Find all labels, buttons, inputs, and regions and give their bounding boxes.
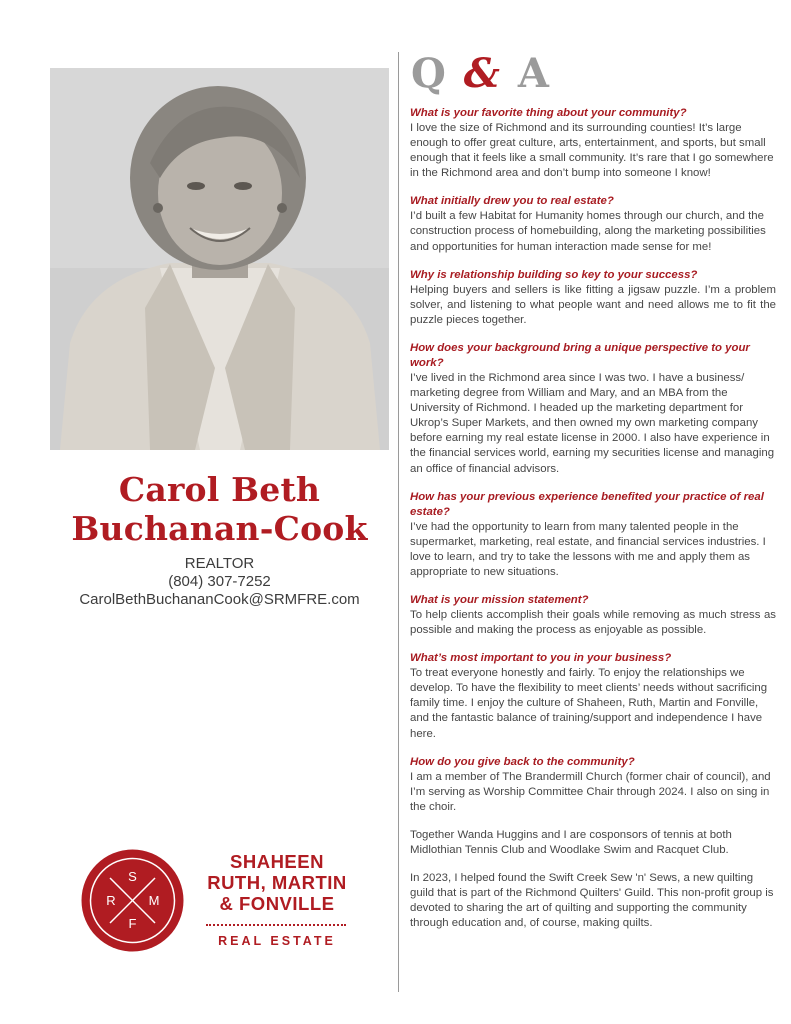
question: How does your background bring a unique perspective to your work? [410,341,750,369]
answer [410,608,776,638]
brokerage-subtitle: REAL ESTATE [218,934,336,948]
agent-phone[interactable]: (804) 307-7252 [168,573,271,590]
brokerage-line1: SHAHEEN [230,851,324,872]
qa-list [410,106,776,944]
logo-letter-f: F [128,916,137,931]
qa-item [410,651,776,741]
answer-paragraph: I am a member of The Brandermill Church (former chair of council), and I’m serving as Worship Committee Chair through 2024. I also on sing in the choir. [410,770,771,813]
answer-paragraph: In 2023, I helped found the Swift Creek Sew 'n' Sews, a new quilting guild that is part of the Richmond Quilters' Guild. This non-profit group is devoted to sharing the art of quilting and supporting the community through education and, of course, making quilts. [410,872,774,930]
agent-contact [50,555,389,609]
qa-item [410,341,776,477]
brokerage-name [192,851,362,914]
answer [410,666,776,741]
qa-heading-amp: & [463,50,502,97]
portrait-image [50,68,389,450]
qa-heading [411,52,551,96]
column-divider [398,52,399,992]
question: Why is relationship building so key to your success? [410,268,698,281]
answer [410,283,776,328]
agent-title: REALTOR [184,555,255,572]
agent-name [50,470,389,548]
qa-heading-q: Q [411,50,448,97]
agent-name-line2: Buchanan-Cook [71,509,368,548]
logo-letter-s: S [128,869,137,884]
answer [410,209,776,254]
srmf-logo-icon [80,848,185,953]
qa-item [410,268,776,328]
answer-paragraph: Together Wanda Huggins and I are cosponsors of tennis at both Midlothian Tennis Club and Woodlake Swim and Racquet Club. [410,828,732,856]
answer-paragraph: I’ve had the opportunity to learn from many talented people in the supermarket, marketing, real estate, and financial services industries. I love to learn, and try to take the lessons with me and apply them as appropriate to new situations. [410,520,766,578]
qa-item [410,490,776,580]
question: How has your previous experience benefited your practice of real estate? [410,490,764,518]
brokerage-line2: RUTH, MARTIN [207,872,347,893]
answer [410,371,776,477]
answer-paragraph: I love the size of Richmond and its surrounding counties! It’s large enough to offer great culture, arts, entertainment, and sports, but small enough that it feels like a small community. It’s rare that I go somewhere in the Richmond area and don’t bump into someone I know! [410,122,774,180]
answer-paragraph: To help clients accomplish their goals while removing as much stress as possible and making the process as enjoyable as possible. [410,608,776,637]
brand-divider [206,924,346,926]
qa-item [410,194,776,254]
answer [410,121,776,181]
brokerage-line3: & FONVILLE [219,893,335,914]
question: What’s most important to you in your business? [410,652,672,665]
qa-heading-a: A [517,50,551,97]
logo-letter-m: M [148,893,160,908]
answer-paragraph: I’ve lived in the Richmond area since I was two. I have a business/ marketing degree from William and Mary, and an MBA from the University of Richmond. I headed up the marketing department for Ukrop’s Super Markets, and then owned my own marketing company before earning my real estate license in 2000. I also have experience in the financial services world, earning my securities license and managing an office of financial advisors. [410,371,775,475]
question: What initially drew you to real estate? [410,195,614,208]
answer-paragraph: I’d built a few Habitat for Humanity homes through our church, and the construction process of homebuilding, along the marketing possibilities and opportunities for human interaction made sense for me! [410,210,766,253]
qa-item [410,755,776,932]
logo-letter-r: R [106,893,116,908]
agent-portrait [50,68,389,450]
answer-paragraph: Helping buyers and sellers is like fitting a jigsaw puzzle. I’m a problem solver, and listening to what people want and need allows me to fit the puzzle pieces together. [410,283,776,326]
answer [410,520,776,580]
agent-email[interactable]: CarolBethBuchananCook@SRMFRE.com [79,591,360,608]
qa-item [410,593,776,638]
question: How do you give back to the community? [410,755,635,768]
question: What is your mission statement? [410,593,589,606]
answer [410,770,776,932]
answer-paragraph: To treat everyone honestly and fairly. To enjoy the relationships we develop. To have the flexibility to meet clients’ needs without sacrificing family time. I enjoy the culture of Shaheen, Ruth, Martin and Fonville, and the fantastic balance of training/support and independence I have here. [410,667,768,740]
agent-name-line1: Carol Beth [118,470,321,509]
question: What is your favorite thing about your community? [410,107,687,119]
qa-item [410,106,776,181]
